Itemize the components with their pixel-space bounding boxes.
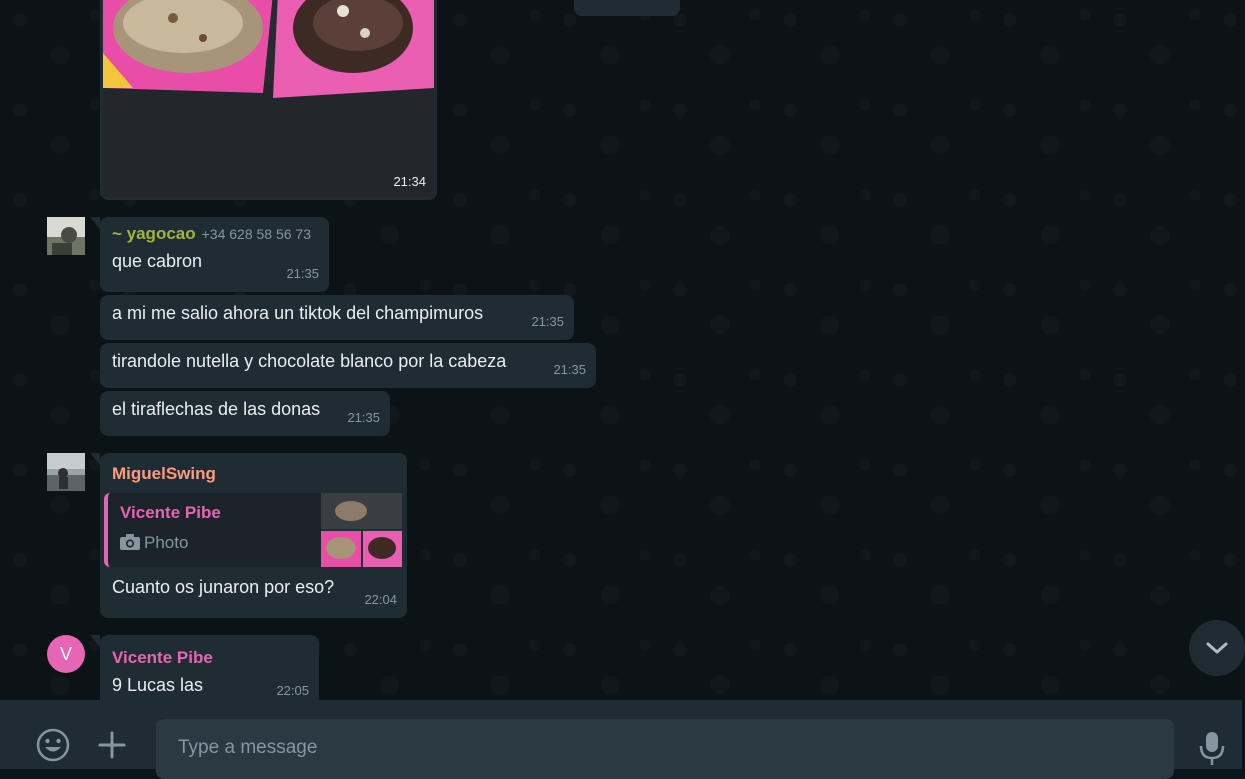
avatar-letter: V — [59, 644, 72, 664]
message-sender[interactable] — [112, 223, 317, 245]
message-sender[interactable]: MiguelSwing — [112, 464, 216, 483]
bubble-tail — [90, 217, 100, 229]
mic-icon[interactable] — [1198, 730, 1226, 771]
avatar-vicente[interactable] — [47, 635, 85, 673]
scroll-to-bottom-button[interactable] — [1189, 620, 1245, 676]
message-time: 22:05 — [276, 683, 309, 698]
message-text: tirandole nutella y chocolate blanco por la cabeza — [112, 351, 507, 371]
bubble-tail — [90, 635, 100, 647]
donut-photo[interactable] — [103, 0, 434, 197]
message-input-placeholder: Type a message — [178, 737, 318, 758]
message-text: el tiraflechas de las donas — [112, 399, 321, 419]
camera-icon — [120, 533, 140, 557]
message-text: 9 Lucas las — [112, 675, 204, 695]
quoted-thumbnail-image — [321, 493, 402, 567]
message-bubble[interactable] — [100, 391, 390, 436]
avatar-miguelswing[interactable] — [47, 453, 85, 491]
composer-bar — [0, 700, 1242, 769]
message-text: Cuanto os junaron por eso? — [112, 577, 335, 597]
quoted-sender: Vicente Pibe — [120, 503, 221, 522]
sender-name[interactable]: ~ yagocao — [112, 224, 196, 243]
bubble-tail — [90, 453, 100, 465]
message-input[interactable] — [156, 719, 1174, 779]
message-bubble[interactable] — [100, 453, 407, 618]
avatar-miguelswing-image — [47, 453, 85, 491]
message-time: 21:35 — [286, 266, 319, 281]
quoted-thumbnail — [321, 493, 402, 567]
message-time: 21:35 — [347, 410, 380, 425]
message-time: 21:35 — [531, 314, 564, 329]
message-bubble[interactable] — [100, 217, 329, 292]
message-bubble[interactable] — [100, 295, 574, 340]
chevron-down-icon — [1205, 638, 1229, 663]
message-sender[interactable]: Vicente Pibe — [112, 648, 213, 667]
quoted-type-label: Photo — [144, 533, 189, 552]
quoted-message[interactable] — [104, 493, 402, 567]
quoted-type — [120, 531, 188, 557]
avatar-yagocao-image — [47, 217, 85, 255]
emoji-icon[interactable] — [35, 727, 71, 768]
donut-photo-graphic — [103, 0, 434, 197]
message-time: 21:35 — [553, 362, 586, 377]
message-text: que cabron — [112, 251, 203, 271]
image-message-time: 21:34 — [393, 174, 426, 189]
message-time: 22:04 — [364, 592, 397, 607]
image-message[interactable] — [100, 0, 437, 200]
avatar-yagocao[interactable] — [47, 217, 85, 255]
sender-phone: +34 628 58 56 73 — [201, 226, 312, 242]
plus-icon[interactable] — [98, 731, 126, 764]
previous-message-fragment — [574, 0, 680, 16]
message-bubble[interactable] — [100, 343, 596, 388]
message-text: a mi me salio ahora un tiktok del champimuros — [112, 303, 484, 323]
